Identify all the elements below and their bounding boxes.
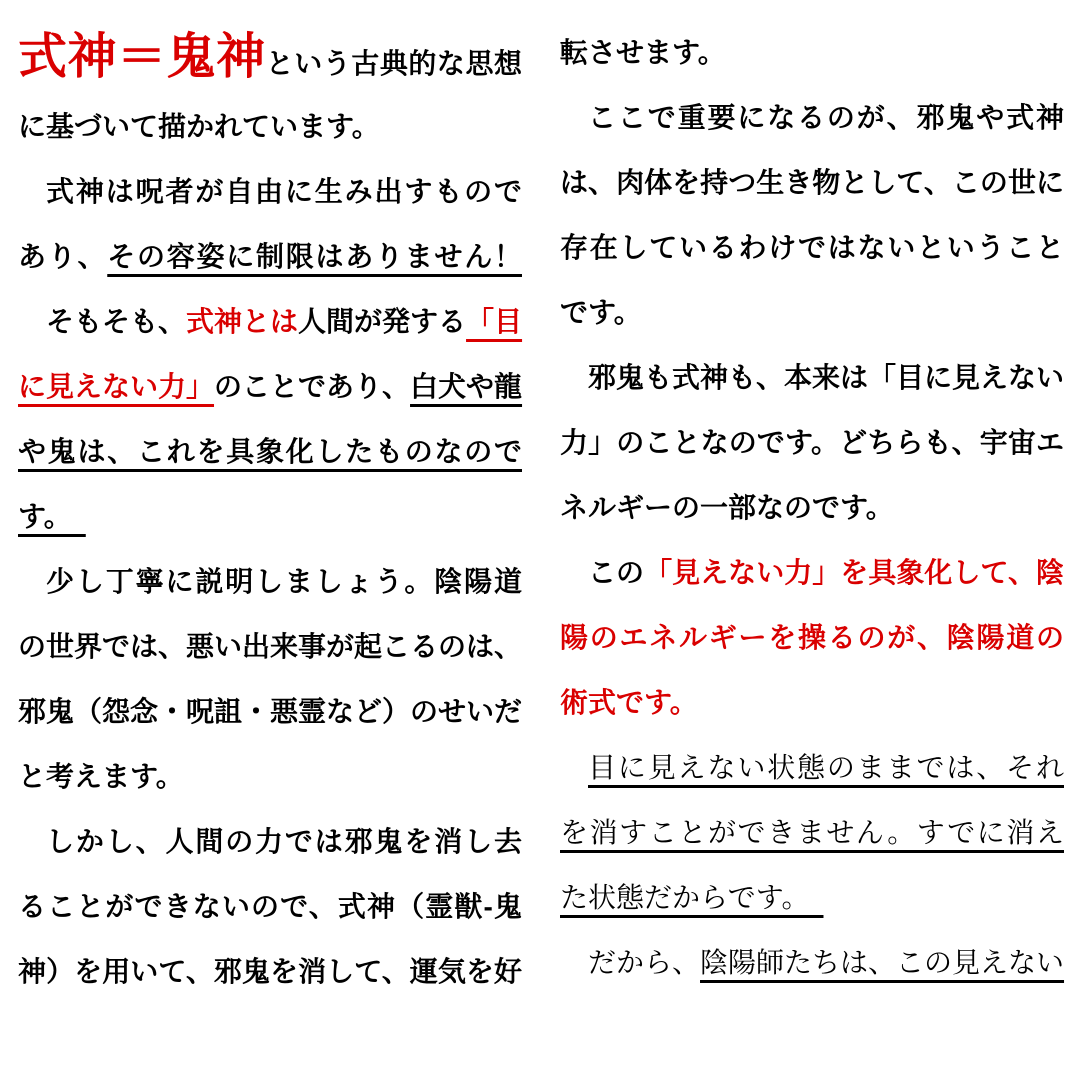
text-segment: ここで重要になるのが、邪鬼や式神	[588, 102, 1064, 133]
text-line	[560, 930, 1064, 995]
text-line	[18, 20, 522, 94]
text-line	[18, 159, 522, 224]
text-segment: です。	[560, 297, 642, 328]
text-line	[560, 85, 1064, 150]
text-segment: と考えます。	[18, 761, 184, 792]
text-line	[18, 549, 522, 614]
text-segment: 少し丁寧に説明しましょう。陰陽道	[46, 566, 522, 597]
text-segment: に見えない力」	[18, 371, 215, 402]
text-segment: 目に見えない状態のままでは、それ	[588, 752, 1064, 783]
text-segment: 「見えない力」を具象化して、陰	[644, 557, 1064, 588]
text-line	[560, 670, 1064, 735]
text-line	[560, 605, 1064, 670]
text-line	[18, 614, 522, 679]
text-segment: 力」のことなのです。どちらも、宇宙エ	[560, 427, 1064, 458]
text-line	[560, 410, 1064, 475]
text-segment: 式神とは	[186, 306, 299, 337]
text-segment: 邪鬼（怨念・呪詛・悪霊など）のせいだ	[18, 696, 523, 727]
text-segment: 式神は呪者が自由に生み出すもので	[46, 176, 522, 207]
text-line	[18, 224, 522, 289]
text-segment: を消すことができません。すでに消え	[560, 817, 1064, 848]
text-line	[18, 874, 522, 939]
text-line	[18, 94, 522, 159]
text-segment: 転させます。	[560, 37, 726, 68]
text-line	[560, 865, 1064, 930]
text-segment: 式神＝鬼神	[18, 30, 266, 84]
text-segment: に基づいて描かれています。	[18, 111, 380, 142]
text-segment: す。	[18, 501, 86, 532]
text-segment: た状態だからです。	[560, 882, 824, 913]
text-segment: 人間が発する	[298, 306, 467, 337]
text-line	[18, 419, 522, 484]
text-segment: 神）を用いて、邪鬼を消して、運気を好	[18, 956, 522, 987]
text-segment: その容姿に制限はありません！	[107, 241, 522, 272]
text-segment: あり、	[18, 241, 108, 272]
text-line	[560, 215, 1064, 280]
text-line	[560, 735, 1064, 800]
text-line	[18, 679, 522, 744]
text-segment: の世界では、悪い出来事が起こるのは、	[18, 631, 523, 662]
text-segment: 邪鬼も式神も、本来は「目に見えない	[588, 362, 1065, 393]
text-segment: この	[588, 557, 645, 588]
text-segment: 白犬や龍	[410, 371, 523, 402]
text-segment: や鬼は、これを具象化したものなので	[18, 436, 522, 467]
text-line	[560, 20, 1064, 85]
text-segment: ネルギーの一部なのです。	[560, 492, 894, 523]
text-segment: しかし、人間の力では邪鬼を消し去	[46, 826, 522, 857]
text-segment: は、肉体を持つ生き物として、この世に	[560, 167, 1064, 198]
text-segment: そもそも、	[46, 306, 187, 337]
text-line	[18, 484, 522, 549]
text-line	[560, 280, 1064, 345]
text-line	[560, 800, 1064, 865]
text-segment: という古典的な思想	[265, 48, 522, 79]
text-segment: 術式です。	[560, 687, 698, 718]
text-segment: 存在しているわけではないということ	[560, 232, 1064, 263]
text-line	[18, 289, 522, 354]
text-column-left	[18, 20, 522, 1080]
text-segment: 「目	[466, 306, 523, 337]
text-segment: のことであり、	[214, 371, 411, 402]
text-line	[18, 744, 522, 809]
text-line	[560, 475, 1064, 540]
text-line	[560, 150, 1064, 215]
text-segment: 陽のエネルギーを操るのが、陰陽道の	[560, 622, 1064, 653]
text-segment: 陰陽師たちは、この見えない	[700, 947, 1065, 978]
text-line	[18, 809, 522, 874]
text-line	[18, 354, 522, 419]
text-segment: ることができないので、式神（霊獣-鬼	[18, 891, 522, 922]
text-segment: だから、	[588, 947, 701, 978]
text-line	[560, 540, 1064, 605]
text-column-right	[560, 20, 1064, 1080]
text-line	[18, 939, 522, 1004]
text-line	[560, 345, 1064, 410]
